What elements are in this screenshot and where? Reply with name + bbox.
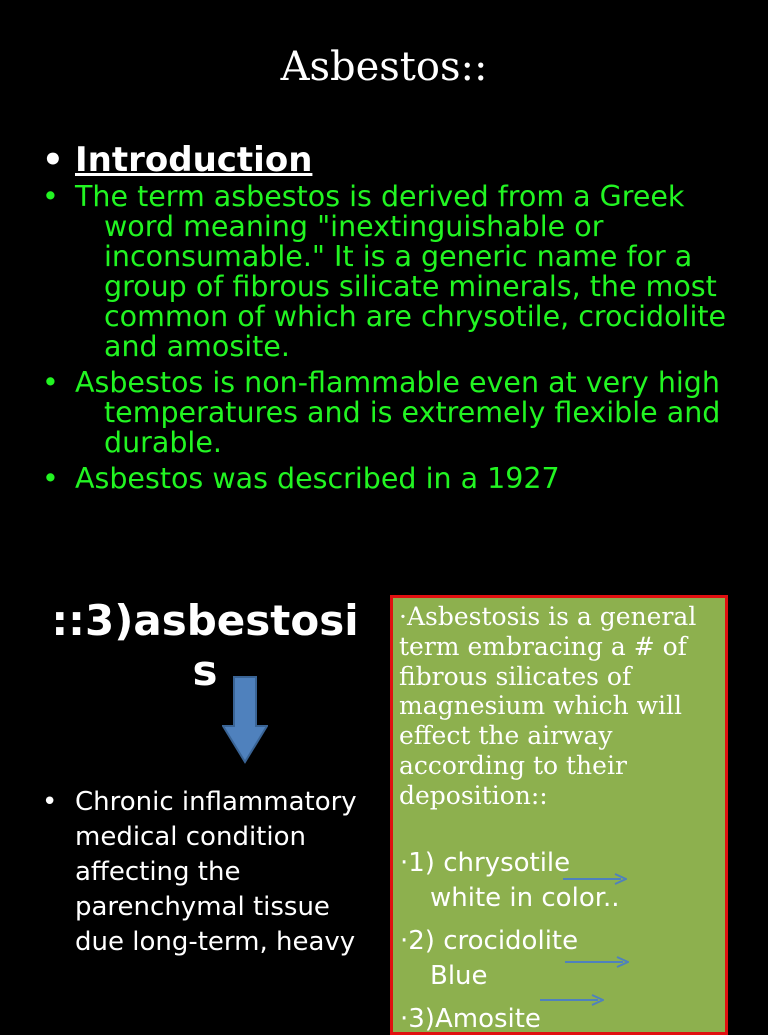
- asbestosis-bullet-list: [42, 785, 382, 960]
- bullet-definition-text: The term asbestos is derived from a Greek word meaning "inextinguishable or inconsumable." It is a generic name for a group of fibrous silicate minerals, the most common of which are chrysotile, crocidolite and amosite.: [75, 180, 727, 363]
- box-item-title: ·1) chrysotile: [400, 848, 571, 878]
- bullet-dot: •: [42, 462, 59, 495]
- bullet-dot: •: [42, 180, 59, 213]
- box-intro-text: [399, 602, 724, 811]
- bullet-chronic: [42, 785, 382, 960]
- bullet-introduction: [40, 140, 730, 180]
- slide-title: Asbestos::: [280, 44, 488, 90]
- box-item-crocidolite: [400, 924, 720, 994]
- right-arrow-icon: [540, 994, 604, 1006]
- box-item-title: ·3)Amosite: [400, 1004, 541, 1034]
- box-item-title: ·2) crocidolite: [400, 926, 579, 956]
- bullet-history-text: Asbestos was described in a 1927: [75, 462, 560, 495]
- box-item-detail: Blue: [430, 961, 488, 991]
- bullet-dot: •: [42, 140, 64, 180]
- down-arrow-icon: [222, 676, 268, 764]
- bullet-properties: [40, 368, 730, 458]
- box-item-detail: white in color..: [430, 883, 620, 913]
- box-item-amosite: [400, 1002, 720, 1035]
- asbestosis-info-box: [390, 595, 728, 1035]
- box-intro-marker: ·: [399, 602, 407, 631]
- bullet-dot: •: [42, 787, 58, 817]
- right-arrow-icon: [565, 956, 629, 968]
- bullet-definition: [40, 182, 730, 362]
- intro-bullet-list: [40, 140, 730, 500]
- bullet-dot: •: [42, 366, 59, 399]
- introduction-heading: Introduction: [75, 140, 313, 180]
- right-arrow-icon: [563, 873, 627, 885]
- bullet-history: [40, 464, 730, 494]
- box-intro-body: Asbestosis is a general term embracing a # of fibrous silicates of magnesium which will effect the airway according to their deposition::: [399, 602, 697, 810]
- bullet-chronic-text: Chronic inflammatory medical condition affecting the parenchymal tissue due long-term, heavy: [75, 787, 357, 957]
- asbestosis-heading: ::3)asbestosis: [51, 596, 359, 695]
- bullet-properties-text: Asbestos is non-flammable even at very high temperatures and is extremely flexible and durable.: [75, 366, 721, 459]
- box-item-chrysotile: [400, 846, 720, 916]
